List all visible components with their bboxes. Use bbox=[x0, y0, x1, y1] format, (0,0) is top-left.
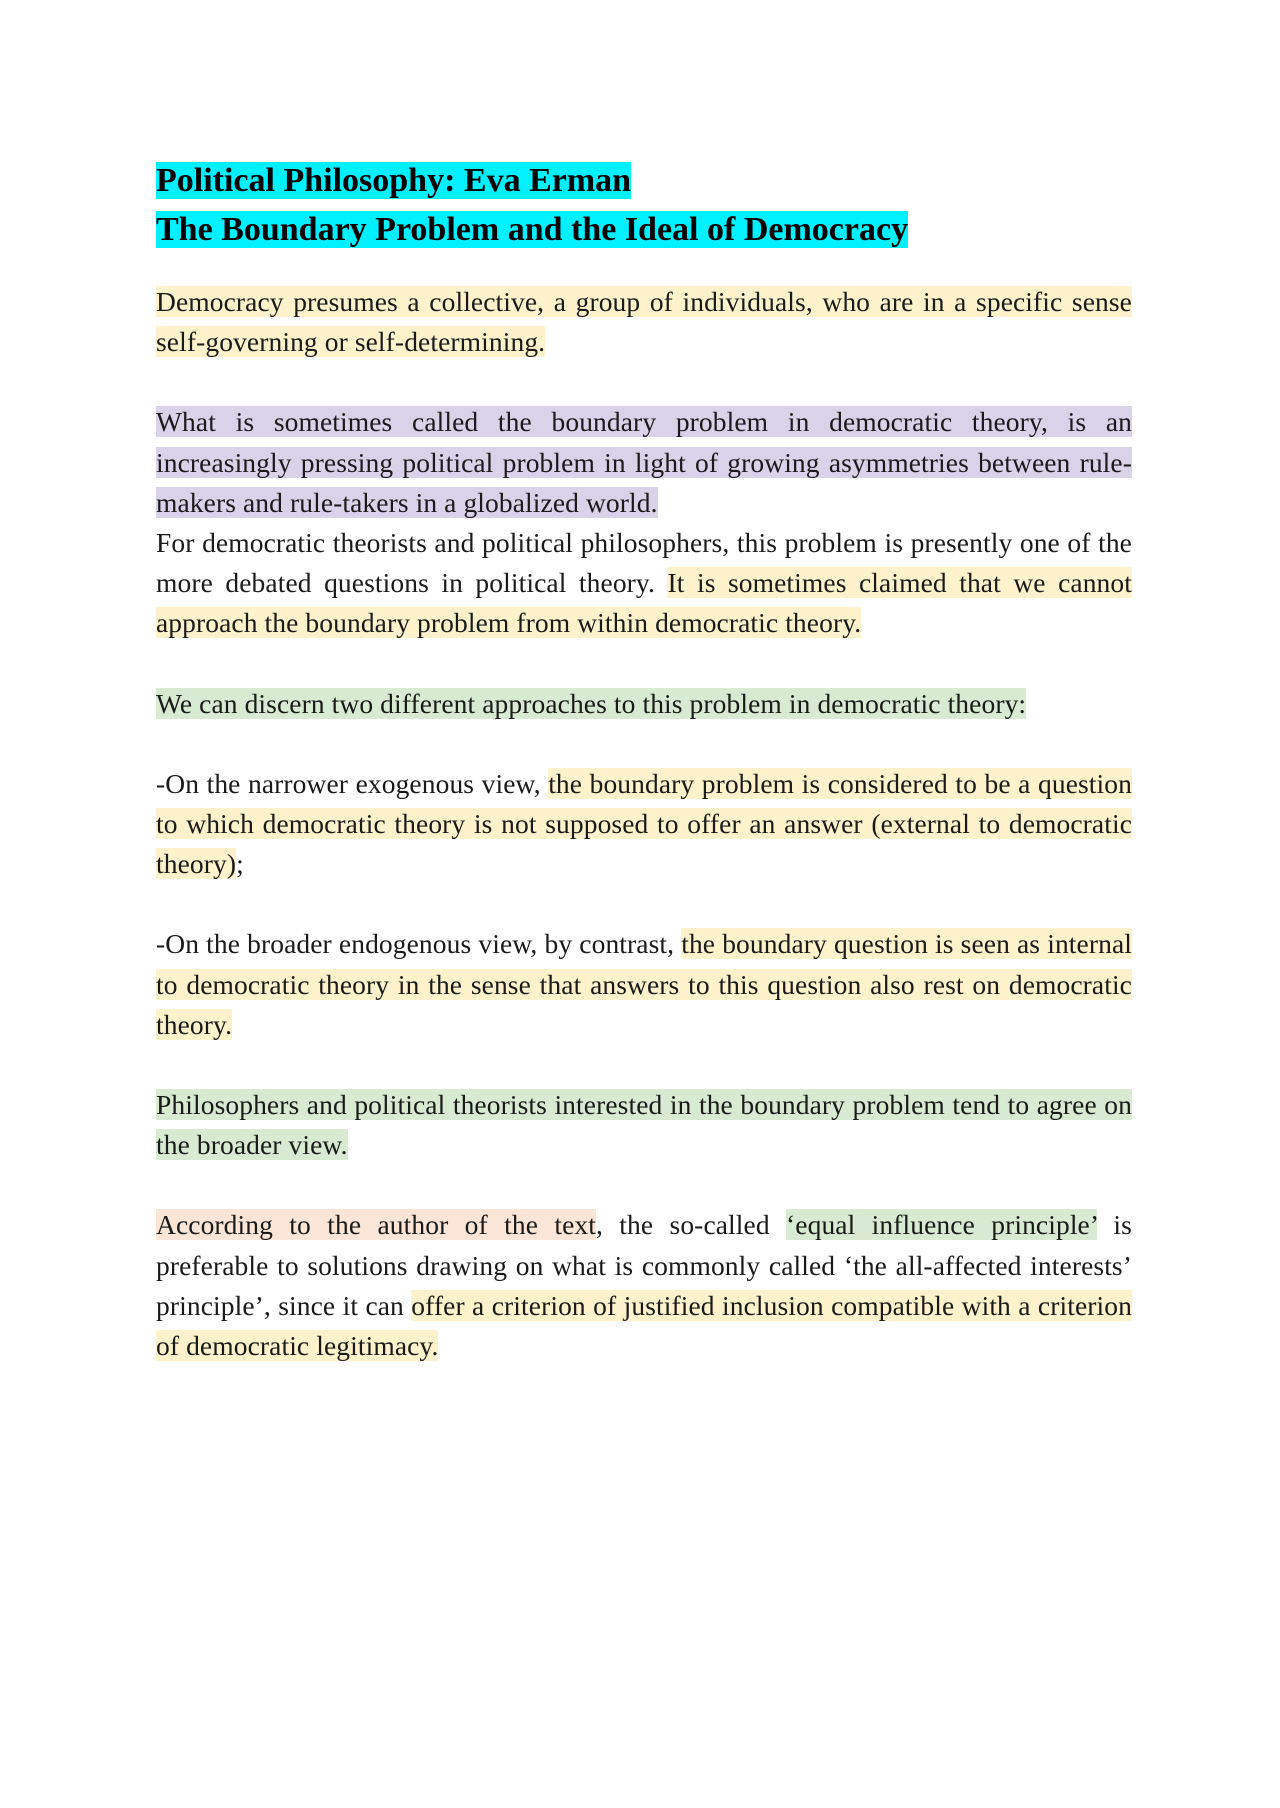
document-page bbox=[156, 156, 1132, 1366]
title-line-1: Political Philosophy: Eva Erman bbox=[156, 162, 632, 199]
title-line-2: The Boundary Problem and the Ideal of Democracy bbox=[156, 211, 909, 248]
highlight-purple: What is sometimes called the boundary problem in democratic theory, is an increasingly pressing political problem in light of growing asymmetries between rule-makers and rule-takers in a globalized world. bbox=[156, 406, 1132, 518]
paragraph-5 bbox=[156, 924, 1132, 1045]
plain-text: ; bbox=[236, 848, 244, 880]
plain-text: -On the narrower exogenous view, bbox=[156, 767, 549, 799]
plain-text: is preferable to solutions drawing on what is commonly called ‘the all-affected interests’ principle’, since it can bbox=[156, 1209, 1132, 1321]
highlight-yellow: It is sometimes claimed that we cannot approach the boundary problem from within democratic theory. bbox=[156, 567, 1132, 639]
paragraph-4 bbox=[156, 764, 1132, 885]
paragraph-3 bbox=[156, 684, 1132, 724]
highlight-yellow: Democracy presumes a collective, a group of individuals, who are in a specific sense self-governing or self-determining. bbox=[156, 286, 1132, 358]
plain-text: For democratic theorists and political philosophers, this problem is presently one of the more debated questions in political theory. bbox=[156, 527, 1132, 599]
highlight-orange: According to the author of the text bbox=[156, 1209, 596, 1241]
paragraph-1 bbox=[156, 282, 1132, 362]
highlight-yellow: the boundary question is seen as internal to democratic theory in the sense that answers to this question also rest on democratic theory. bbox=[156, 928, 1132, 1040]
highlight-yellow: the boundary problem is considered to be a question to which democratic theory is not supposed to offer an answer (external to democratic theory) bbox=[156, 767, 1132, 880]
paragraph-6 bbox=[156, 1085, 1132, 1165]
paragraph-7 bbox=[156, 1205, 1132, 1366]
highlight-green: Philosophers and political theorists interested in the boundary problem tend to agree on the broader view. bbox=[156, 1089, 1132, 1161]
paragraph-2 bbox=[156, 402, 1132, 643]
highlight-green: ‘equal influence principle’ bbox=[786, 1209, 1098, 1241]
document-title bbox=[156, 156, 1132, 254]
highlight-yellow: offer a criterion of justified inclusion compatible with a criterion of democratic legitimacy. bbox=[156, 1289, 1132, 1362]
plain-text: -On the broader endogenous view, by contrast, bbox=[156, 928, 682, 960]
highlight-green: We can discern two different approaches to this problem in democratic theory: bbox=[156, 687, 1027, 719]
plain-text: , the so-called bbox=[595, 1209, 787, 1241]
